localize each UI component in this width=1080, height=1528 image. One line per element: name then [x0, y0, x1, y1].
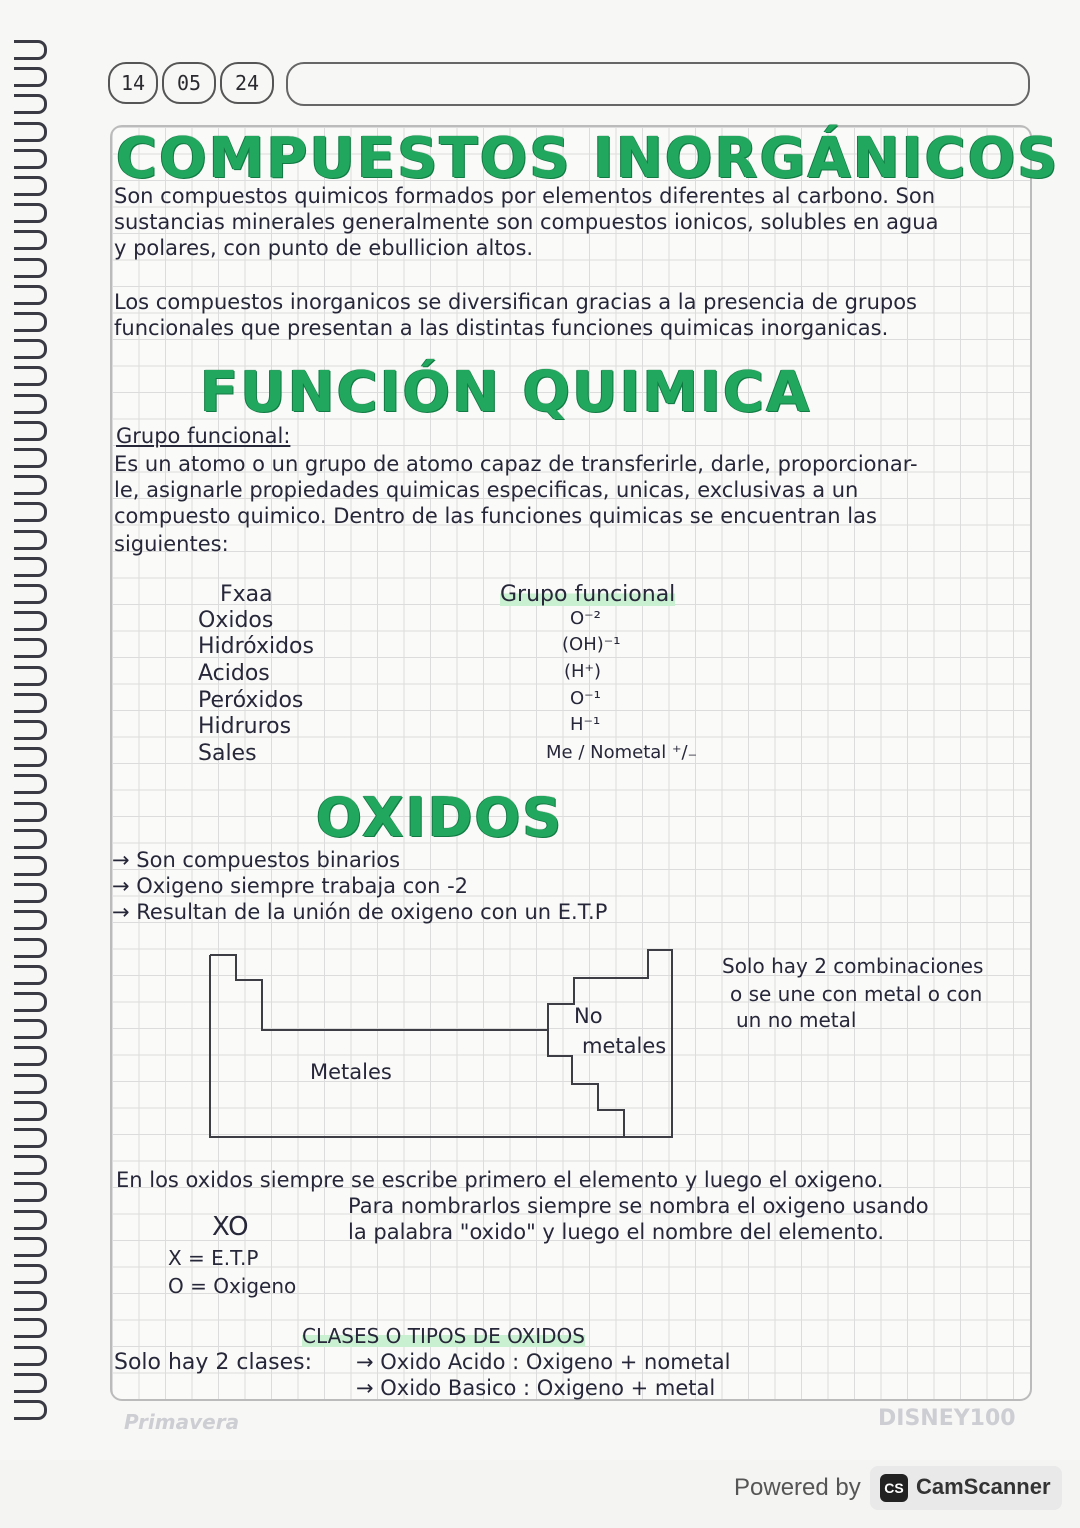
intro-line: sustancias minerales generalmente son compuestos ionicos, solubles en agua: [114, 210, 939, 234]
function-title: FUNCIÓN QUIMICA: [200, 360, 812, 425]
table-row-name: Sales: [198, 741, 257, 766]
table-header-group: Grupo funcional: [500, 582, 676, 607]
table-row-name: Acidos: [198, 661, 270, 686]
clases-heading: CLASES O TIPOS DE OXIDOS: [302, 1324, 585, 1348]
no-metales-label: metales: [582, 1034, 667, 1058]
table-row-name: Oxidos: [198, 608, 274, 633]
disney100-logo: DISNEY100: [878, 1406, 1016, 1431]
intro-line: Son compuestos quimicos formados por elementos diferentes al carbono. Son: [114, 184, 936, 208]
oxidos-bullet: → Oxigeno siempre trabaja con -2: [112, 874, 469, 898]
intro-line: y polares, con punto de ebullicion altos.: [114, 236, 534, 260]
table-row-name: Peróxidos: [198, 688, 304, 713]
oxido-basico: → Oxido Basico : Oxigeno + metal: [356, 1376, 716, 1400]
combination-note: o se une con metal o con: [730, 982, 983, 1006]
metales-label: Metales: [310, 1060, 392, 1084]
date-day: 14: [108, 62, 158, 104]
grupo-line: Es un atomo o un grupo de atomo capaz de transferirle, darle, proporcionar-: [114, 452, 918, 476]
grupo-line: compuesto quimico. Dentro de las funciones quimicas se encuentran las: [114, 504, 877, 528]
no-metales-label: No: [574, 1004, 603, 1028]
table-row-group: (OH)⁻¹: [562, 634, 621, 655]
table-row-group: Me / Nometal ⁺/₋: [546, 742, 698, 763]
intro-line: Los compuestos inorganicos se diversifican gracias a la presencia de grupos: [114, 290, 917, 314]
formula-x-definition: X = E.T.P: [168, 1246, 259, 1270]
date-year: 24: [220, 62, 274, 104]
powered-by-text: Powered by: [734, 1474, 861, 1501]
camscanner-icon: CS: [880, 1474, 908, 1502]
grupo-line: le, asignarle propiedades quimicas especificas, unicas, exclusivas a un: [114, 478, 859, 502]
intro-line: funcionales que presentan a las distintas funciones quimicas inorganicas.: [114, 316, 889, 340]
grupo-line: siguientes:: [114, 532, 229, 556]
table-row-group: O⁻²: [570, 608, 601, 629]
table-row-name: Hidruros: [198, 714, 292, 739]
formula-o-definition: O = Oxigeno: [168, 1274, 297, 1298]
oxidos-title: OXIDOS: [316, 786, 564, 849]
grupo-funcional-heading: Grupo funcional:: [116, 424, 291, 448]
camscanner-badge: [870, 1466, 1062, 1510]
date-month: 05: [162, 62, 216, 104]
main-title: COMPUESTOS INORGÁNICOS: [116, 126, 1060, 191]
table-row-group: O⁻¹: [570, 688, 601, 709]
naming-rule: la palabra "oxido" y luego el nombre del elemento.: [348, 1220, 885, 1244]
combination-note: un no metal: [736, 1008, 857, 1032]
formula: XO: [212, 1212, 249, 1242]
table-row-group: (H⁺): [564, 661, 602, 682]
oxido-acido: → Oxido Acido : Oxigeno + nometal: [356, 1350, 731, 1374]
primavera-logo: Primavera: [124, 1410, 240, 1434]
table-row-group: H⁻¹: [570, 714, 601, 735]
oxidos-bullet: → Resultan de la unión de oxigeno con un E.T.P: [112, 900, 608, 924]
table-row-name: Hidróxidos: [198, 634, 314, 659]
combination-note: Solo hay 2 combinaciones: [722, 954, 984, 978]
oxidos-bullet: → Son compuestos binarios: [112, 848, 401, 872]
writing-rule: En los oxidos siempre se escribe primero el elemento y luego el oxigeno.: [116, 1168, 884, 1192]
table-header-function: Fxaa: [220, 582, 273, 607]
naming-rule: Para nombrarlos siempre se nombra el oxigeno usando: [348, 1194, 929, 1218]
clases-intro: Solo hay 2 clases:: [114, 1350, 312, 1375]
camscanner-label: CamScanner: [916, 1474, 1051, 1499]
